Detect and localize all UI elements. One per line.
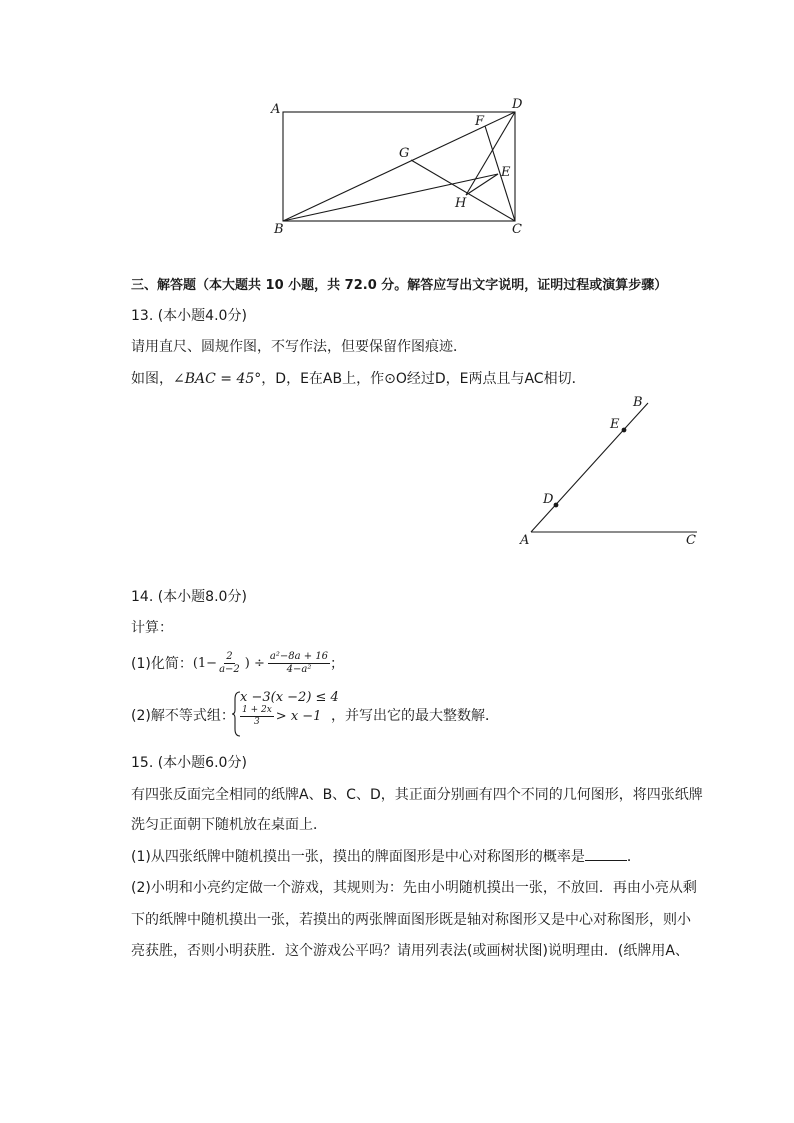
q14-part1 (131, 651, 344, 676)
label2-b: B (633, 395, 643, 410)
q15-line1: 有四张反面完全相同的纸牌A、B、C、D，其正面分别画有四个不同的几何图形，将四张纸牌 (131, 787, 703, 803)
label2-e: E (610, 417, 620, 432)
label-a: A (271, 102, 281, 117)
ray-ab (531, 403, 648, 532)
q13-angle-math: ∠BAC = 45° (173, 371, 262, 387)
q13-line1: 请用直尺、圆规作图，不写作法，但要保留作图痕迹． (131, 339, 467, 355)
q15-line3-post: ． (626, 849, 641, 865)
label-e: E (501, 165, 511, 180)
label-c: C (512, 222, 522, 237)
q14-fraction-2 (268, 651, 330, 676)
point-e (622, 428, 627, 433)
q13-line2-post: ，D，E在AB上，作⊙O经过D，E两点且与AC相切． (261, 371, 586, 387)
q15-line5: 下的纸牌中随机摸出一张，若摸出的两张牌面图形既是轴对称图形又是中心对称图形，则小 (131, 912, 691, 928)
q14-header: 14. (本小题8.0分) (131, 589, 247, 605)
q14-ineq2-rest: > x −1 (275, 709, 322, 724)
q14-intro: 计算： (131, 620, 173, 636)
q14-ineq2-num: 1 + 2x (242, 705, 272, 715)
label2-a: A (520, 533, 530, 548)
q14-ineq-2 (240, 705, 321, 728)
figure-angle-bac (0, 0, 794, 560)
q14-part1-open: (1− (192, 655, 218, 671)
label-g: G (399, 146, 410, 161)
q13-line2-pre: 如图， (131, 371, 173, 387)
label2-d: D (543, 492, 554, 507)
q15-line2: 洗匀正面朝下随机放在桌面上． (131, 817, 327, 833)
section-title: 三、解答题（本大题共 10 小题，共 72.0 分。解答应写出文字说明，证明过程或演算步骤） (131, 278, 668, 293)
q14-part1-end: ； (330, 655, 345, 672)
q15-answer-blank[interactable] (585, 846, 627, 861)
q15-line3 (131, 846, 641, 867)
q13-header: 13. (本小题4.0分) (131, 308, 247, 324)
q14-frac2-num: a²−8a + 16 (269, 651, 329, 662)
q14-part2-label: (2)解不等式组： (131, 708, 235, 724)
q14-frac1-num: 2 (226, 651, 233, 662)
q14-part2-end: ，并写出它的最大整数解． (331, 708, 499, 724)
q14-ineq2-den: 3 (254, 717, 260, 727)
label-b: B (274, 222, 284, 237)
q14-part1-mid: ) ÷ (244, 655, 265, 671)
q14-part1-label: (1)化简： (131, 655, 193, 672)
q15-line3-pre: (1)从四张纸牌中随机摸出一张，摸出的牌面图形是中心对称图形的概率是 (131, 849, 585, 865)
label-d: D (512, 97, 523, 112)
q15-header: 15. (本小题6.0分) (131, 755, 247, 771)
q14-ineq2-fraction (240, 705, 274, 728)
label-f: F (475, 114, 485, 129)
q14-frac2-den: 4−a² (286, 664, 312, 675)
q14-frac1-den: a−2 (219, 664, 240, 675)
q14-fraction-1 (217, 651, 242, 676)
label2-c: C (686, 533, 696, 548)
point-d (554, 503, 559, 508)
q15-line4: (2)小明和小亮约定做一个游戏，其规则为：先由小明随机摸出一张，不放回．再由小亮从剩 (131, 880, 697, 896)
q15-line6: 亮获胜，否则小明获胜．这个游戏公平吗？请用列表法(或画树状图)说明理由．(纸牌用A、 (131, 943, 689, 959)
label-h: H (455, 196, 467, 211)
q14-ineq-1: x −3(x −2) ≤ 4 (240, 690, 339, 705)
